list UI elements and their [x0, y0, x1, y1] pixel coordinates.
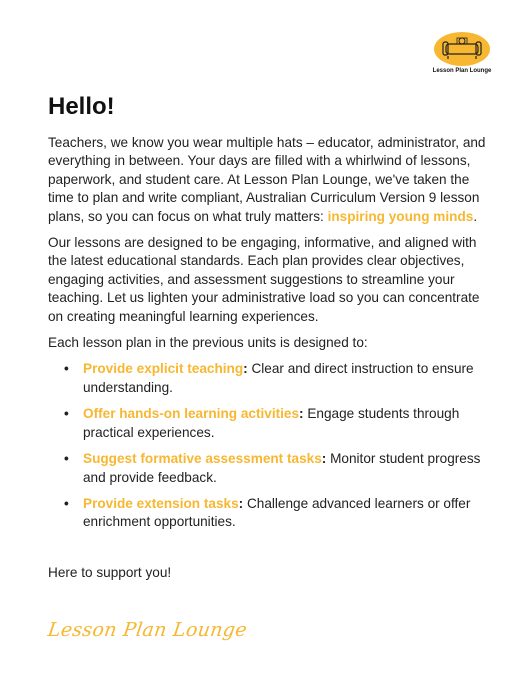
list-item-text: Clear and direct instruction to ensure understanding.: [83, 361, 474, 395]
list-intro: Each lesson plan in the previous units is designed to:: [48, 335, 368, 351]
page-title: Hello!: [48, 93, 115, 120]
standards-paragraph: Our lessons are designed to be engaging, informative, and aligned with the latest educational standards. Each plan provides clear objectives, engaging activities, and assessment suggestions to streamline your teaching. Let us lighten your administrative load so you can concentrate on creating meaningful learning experiences.: [48, 235, 480, 324]
bullet-icon: •: [64, 406, 69, 422]
list-item-text: Engage students through practical experiences.: [83, 406, 460, 440]
brand-logo: [432, 30, 492, 80]
list-item-title: Provide explicit teaching: [83, 361, 244, 377]
feature-list: [48, 360, 496, 531]
logo-text: Lesson Plan Lounge: [432, 68, 492, 74]
bullet-icon: •: [64, 361, 69, 377]
list-item-title: Offer hands-on learning activities: [83, 406, 300, 422]
bullet-icon: •: [64, 495, 69, 511]
intro-end: .: [473, 208, 478, 224]
list-item-colon: :: [243, 361, 248, 377]
list-item-colon: :: [299, 406, 304, 422]
couch-logo-icon: [432, 30, 492, 68]
letter-body: [48, 92, 496, 540]
list-item: [48, 450, 496, 487]
signature: Lesson Plan Lounge: [46, 619, 249, 641]
intro-highlight: inspiring young minds: [327, 208, 474, 224]
intro-paragraph: [48, 134, 496, 226]
intro-text: Teachers, we know you wear multiple hats – educator, administrator, and everything in between. Your days are filled with a whirlwind of lessons, paperwork, and student care. At Lesson Plan Lounge, we've taken the time to plan and write compliant, Australian Curriculum Version 9 lesson plans, so you can focus on what truly matters:: [48, 135, 486, 224]
list-item-text: Monitor student progress and provide feedback.: [83, 451, 481, 485]
list-item: [48, 405, 496, 442]
list-item-title: Suggest formative assessment tasks: [83, 451, 322, 467]
closing-line: Here to support you!: [48, 565, 172, 580]
list-item: [48, 360, 496, 397]
list-item-title: Provide extension tasks: [83, 495, 239, 511]
list-item: [48, 495, 496, 532]
list-item-colon: :: [321, 451, 327, 467]
bullet-icon: •: [64, 451, 69, 467]
list-item-text: Challenge advanced learners or offer enrichment opportunities.: [83, 495, 471, 530]
list-item-colon: :: [238, 495, 244, 511]
